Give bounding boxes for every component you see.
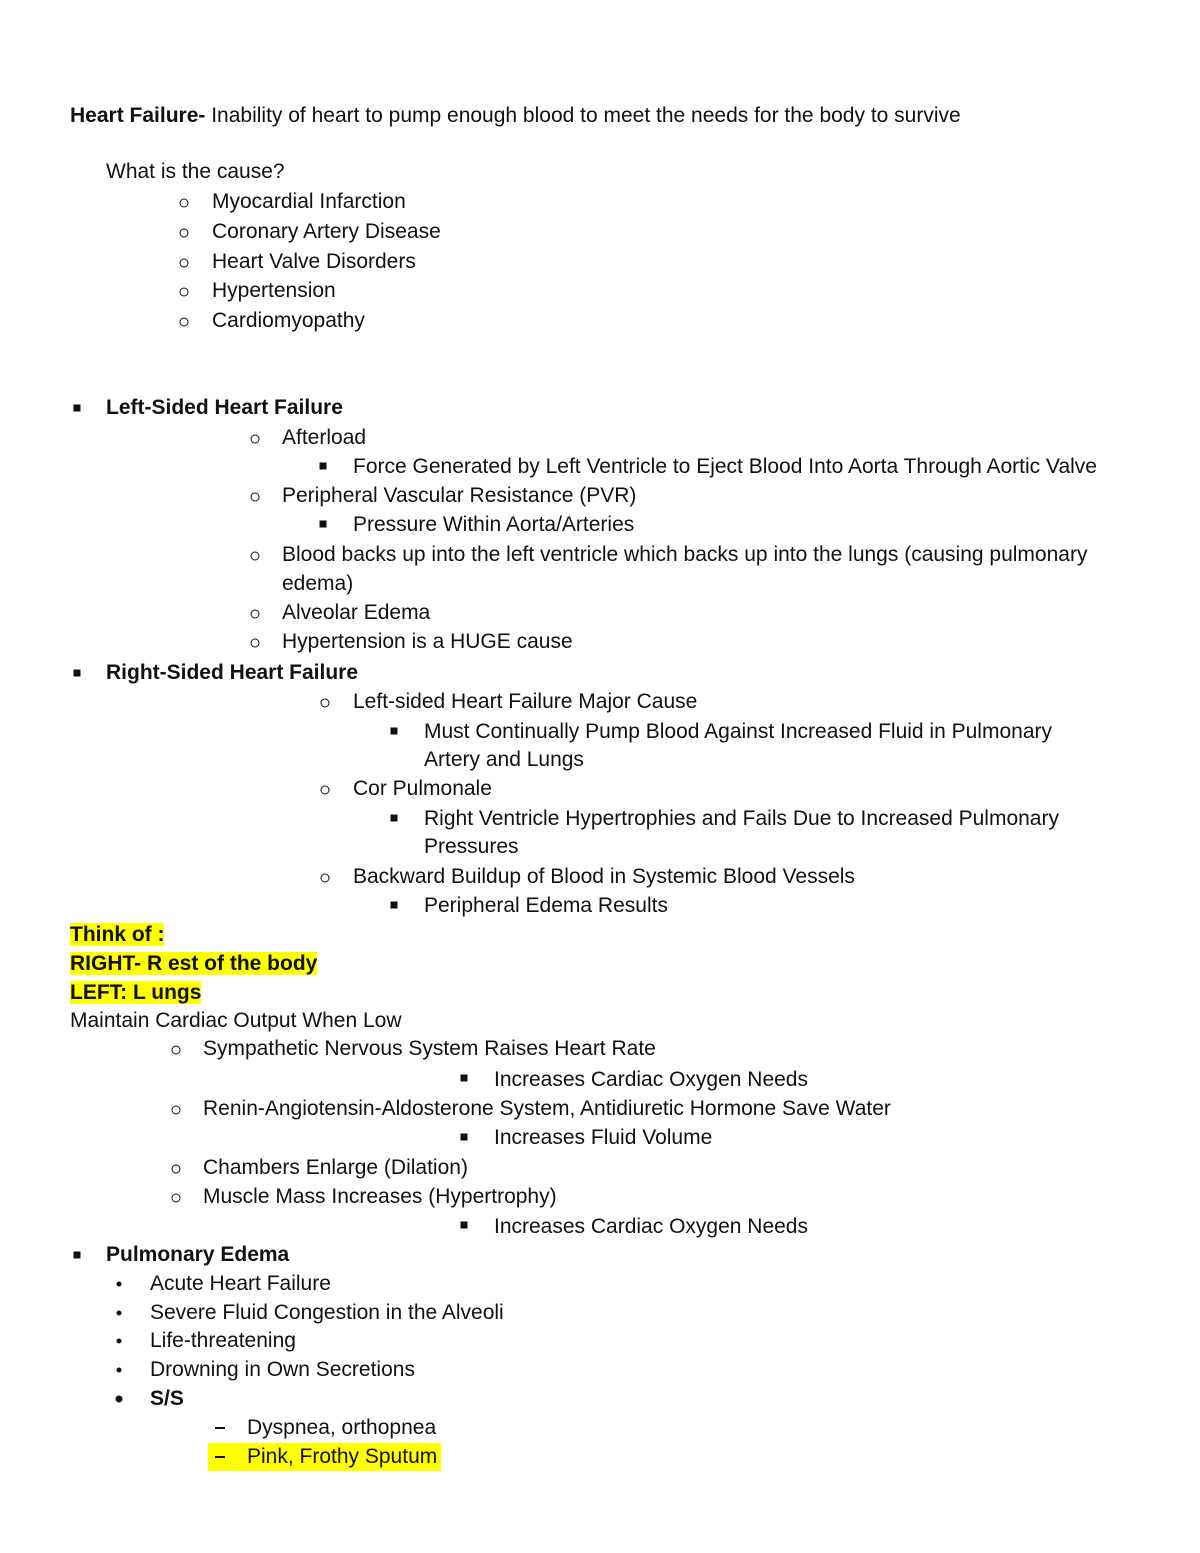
ss-item: Dyspnea, orthopnea — [247, 1416, 437, 1439]
ring-bullet-icon — [251, 610, 260, 619]
dot-bullet-icon — [117, 1339, 122, 1344]
ring-bullet-icon — [251, 493, 260, 502]
backward-buildup-item: Backward Buildup of Blood in Systemic Blood Vessels — [353, 865, 855, 888]
mnemonic-left — [70, 979, 201, 1007]
edema-item: Drowning in Own Secretions — [150, 1358, 415, 1381]
mnemonic-right — [70, 950, 317, 978]
ring-bullet-icon — [251, 552, 260, 561]
mnemonic-right-text: RIGHT- R est of the body — [70, 952, 318, 975]
square-bullet-icon — [391, 902, 398, 909]
ring-bullet-icon — [180, 318, 189, 327]
sympathetic-item: Sympathetic Nervous System Raises Heart Rate — [203, 1037, 656, 1060]
square-bullet-icon — [320, 463, 327, 470]
afterload-detail: Force Generated by Left Ventricle to Eject Blood Into Aorta Through Aortic Valve — [353, 455, 1097, 478]
ring-bullet-icon — [172, 1046, 181, 1055]
cause-item: Myocardial Infarction — [212, 190, 406, 213]
mnemonic-intro — [70, 921, 164, 949]
ring-bullet-icon — [180, 288, 189, 297]
pulmonary-edema-heading: Pulmonary Edema — [106, 1243, 290, 1266]
edema-item: Life-threatening — [150, 1329, 296, 1352]
ring-bullet-icon — [172, 1165, 181, 1174]
square-bullet-icon — [74, 1252, 81, 1259]
mnemonic-left-text: LEFT: L ungs — [70, 981, 202, 1004]
cardiac-output-heading: Maintain Cardiac Output When Low — [70, 1009, 402, 1032]
square-bullet-icon — [391, 728, 398, 735]
pvr-detail: Pressure Within Aorta/Arteries — [353, 513, 635, 536]
backup-item-line1: Blood backs up into the left ventricle which backs up into the lungs (causing pulmonary — [282, 543, 1088, 566]
dot-bullet-icon — [116, 1396, 123, 1403]
ring-bullet-icon — [321, 699, 330, 708]
edema-item: Acute Heart Failure — [150, 1272, 331, 1295]
ring-bullet-icon — [321, 786, 330, 795]
cor-detail-line2: Pressures — [424, 835, 519, 858]
major-cause-item: Left-sided Heart Failure Major Cause — [353, 690, 698, 713]
major-cause-detail-line2: Artery and Lungs — [424, 748, 584, 771]
square-bullet-icon — [461, 1222, 468, 1229]
ring-bullet-icon — [321, 874, 330, 883]
raas-item: Renin-Angiotensin-Aldosterone System, Antidiuretic Hormone Save Water — [203, 1097, 891, 1120]
cause-item: Coronary Artery Disease — [212, 220, 441, 243]
pvr-item: Peripheral Vascular Resistance (PVR) — [282, 484, 637, 507]
mnemonic-intro-text: Think of : — [70, 923, 165, 946]
dash-bullet-icon — [215, 1456, 225, 1458]
dash-bullet-icon — [215, 1427, 225, 1429]
ring-bullet-icon — [180, 259, 189, 268]
cause-item: Cardiomyopathy — [212, 309, 365, 332]
cause-item: Hypertension — [212, 279, 336, 302]
left-sided-heading: Left-Sided Heart Failure — [106, 396, 343, 419]
definition-text: Inability of heart to pump enough blood to meet the needs for the body to survive — [205, 104, 961, 127]
ring-bullet-icon — [172, 1194, 181, 1203]
ss-label: S/S — [150, 1387, 184, 1410]
definition-line — [70, 102, 961, 130]
hypertension-item: Hypertension is a HUGE cause — [282, 630, 573, 653]
definition-term: Heart Failure- — [70, 104, 206, 127]
square-bullet-icon — [391, 815, 398, 822]
major-cause-detail-line1: Must Continually Pump Blood Against Increased Fluid in Pulmonary — [424, 720, 1052, 743]
square-bullet-icon — [74, 405, 81, 412]
ss-item-highlighted: Pink, Frothy Sputum — [247, 1445, 438, 1468]
chambers-item: Chambers Enlarge (Dilation) — [203, 1156, 468, 1179]
dot-bullet-icon — [117, 1282, 122, 1287]
square-bullet-icon — [74, 670, 81, 677]
muscle-item: Muscle Mass Increases (Hypertrophy) — [203, 1185, 557, 1208]
afterload-item: Afterload — [282, 426, 367, 449]
cause-item: Heart Valve Disorders — [212, 250, 416, 273]
ring-bullet-icon — [172, 1106, 181, 1115]
sympathetic-detail: Increases Cardiac Oxygen Needs — [494, 1068, 808, 1091]
cor-pulmonale-item: Cor Pulmonale — [353, 777, 492, 800]
ring-bullet-icon — [251, 435, 260, 444]
ring-bullet-icon — [180, 229, 189, 238]
ring-bullet-icon — [180, 199, 189, 208]
raas-detail: Increases Fluid Volume — [494, 1126, 713, 1149]
dot-bullet-icon — [117, 1368, 122, 1373]
cause-question: What is the cause? — [106, 160, 285, 183]
backward-detail: Peripheral Edema Results — [424, 894, 668, 917]
alveolar-item: Alveolar Edema — [282, 601, 431, 624]
dot-bullet-icon — [117, 1311, 122, 1316]
ring-bullet-icon — [251, 639, 260, 648]
square-bullet-icon — [320, 521, 327, 528]
cor-detail-line1: Right Ventricle Hypertrophies and Fails Due to Increased Pulmonary — [424, 807, 1059, 830]
square-bullet-icon — [461, 1134, 468, 1141]
muscle-detail: Increases Cardiac Oxygen Needs — [494, 1215, 808, 1238]
edema-item: Severe Fluid Congestion in the Alveoli — [150, 1301, 504, 1324]
backup-item-line2: edema) — [282, 572, 354, 595]
square-bullet-icon — [461, 1075, 468, 1082]
right-sided-heading: Right-Sided Heart Failure — [106, 661, 359, 684]
